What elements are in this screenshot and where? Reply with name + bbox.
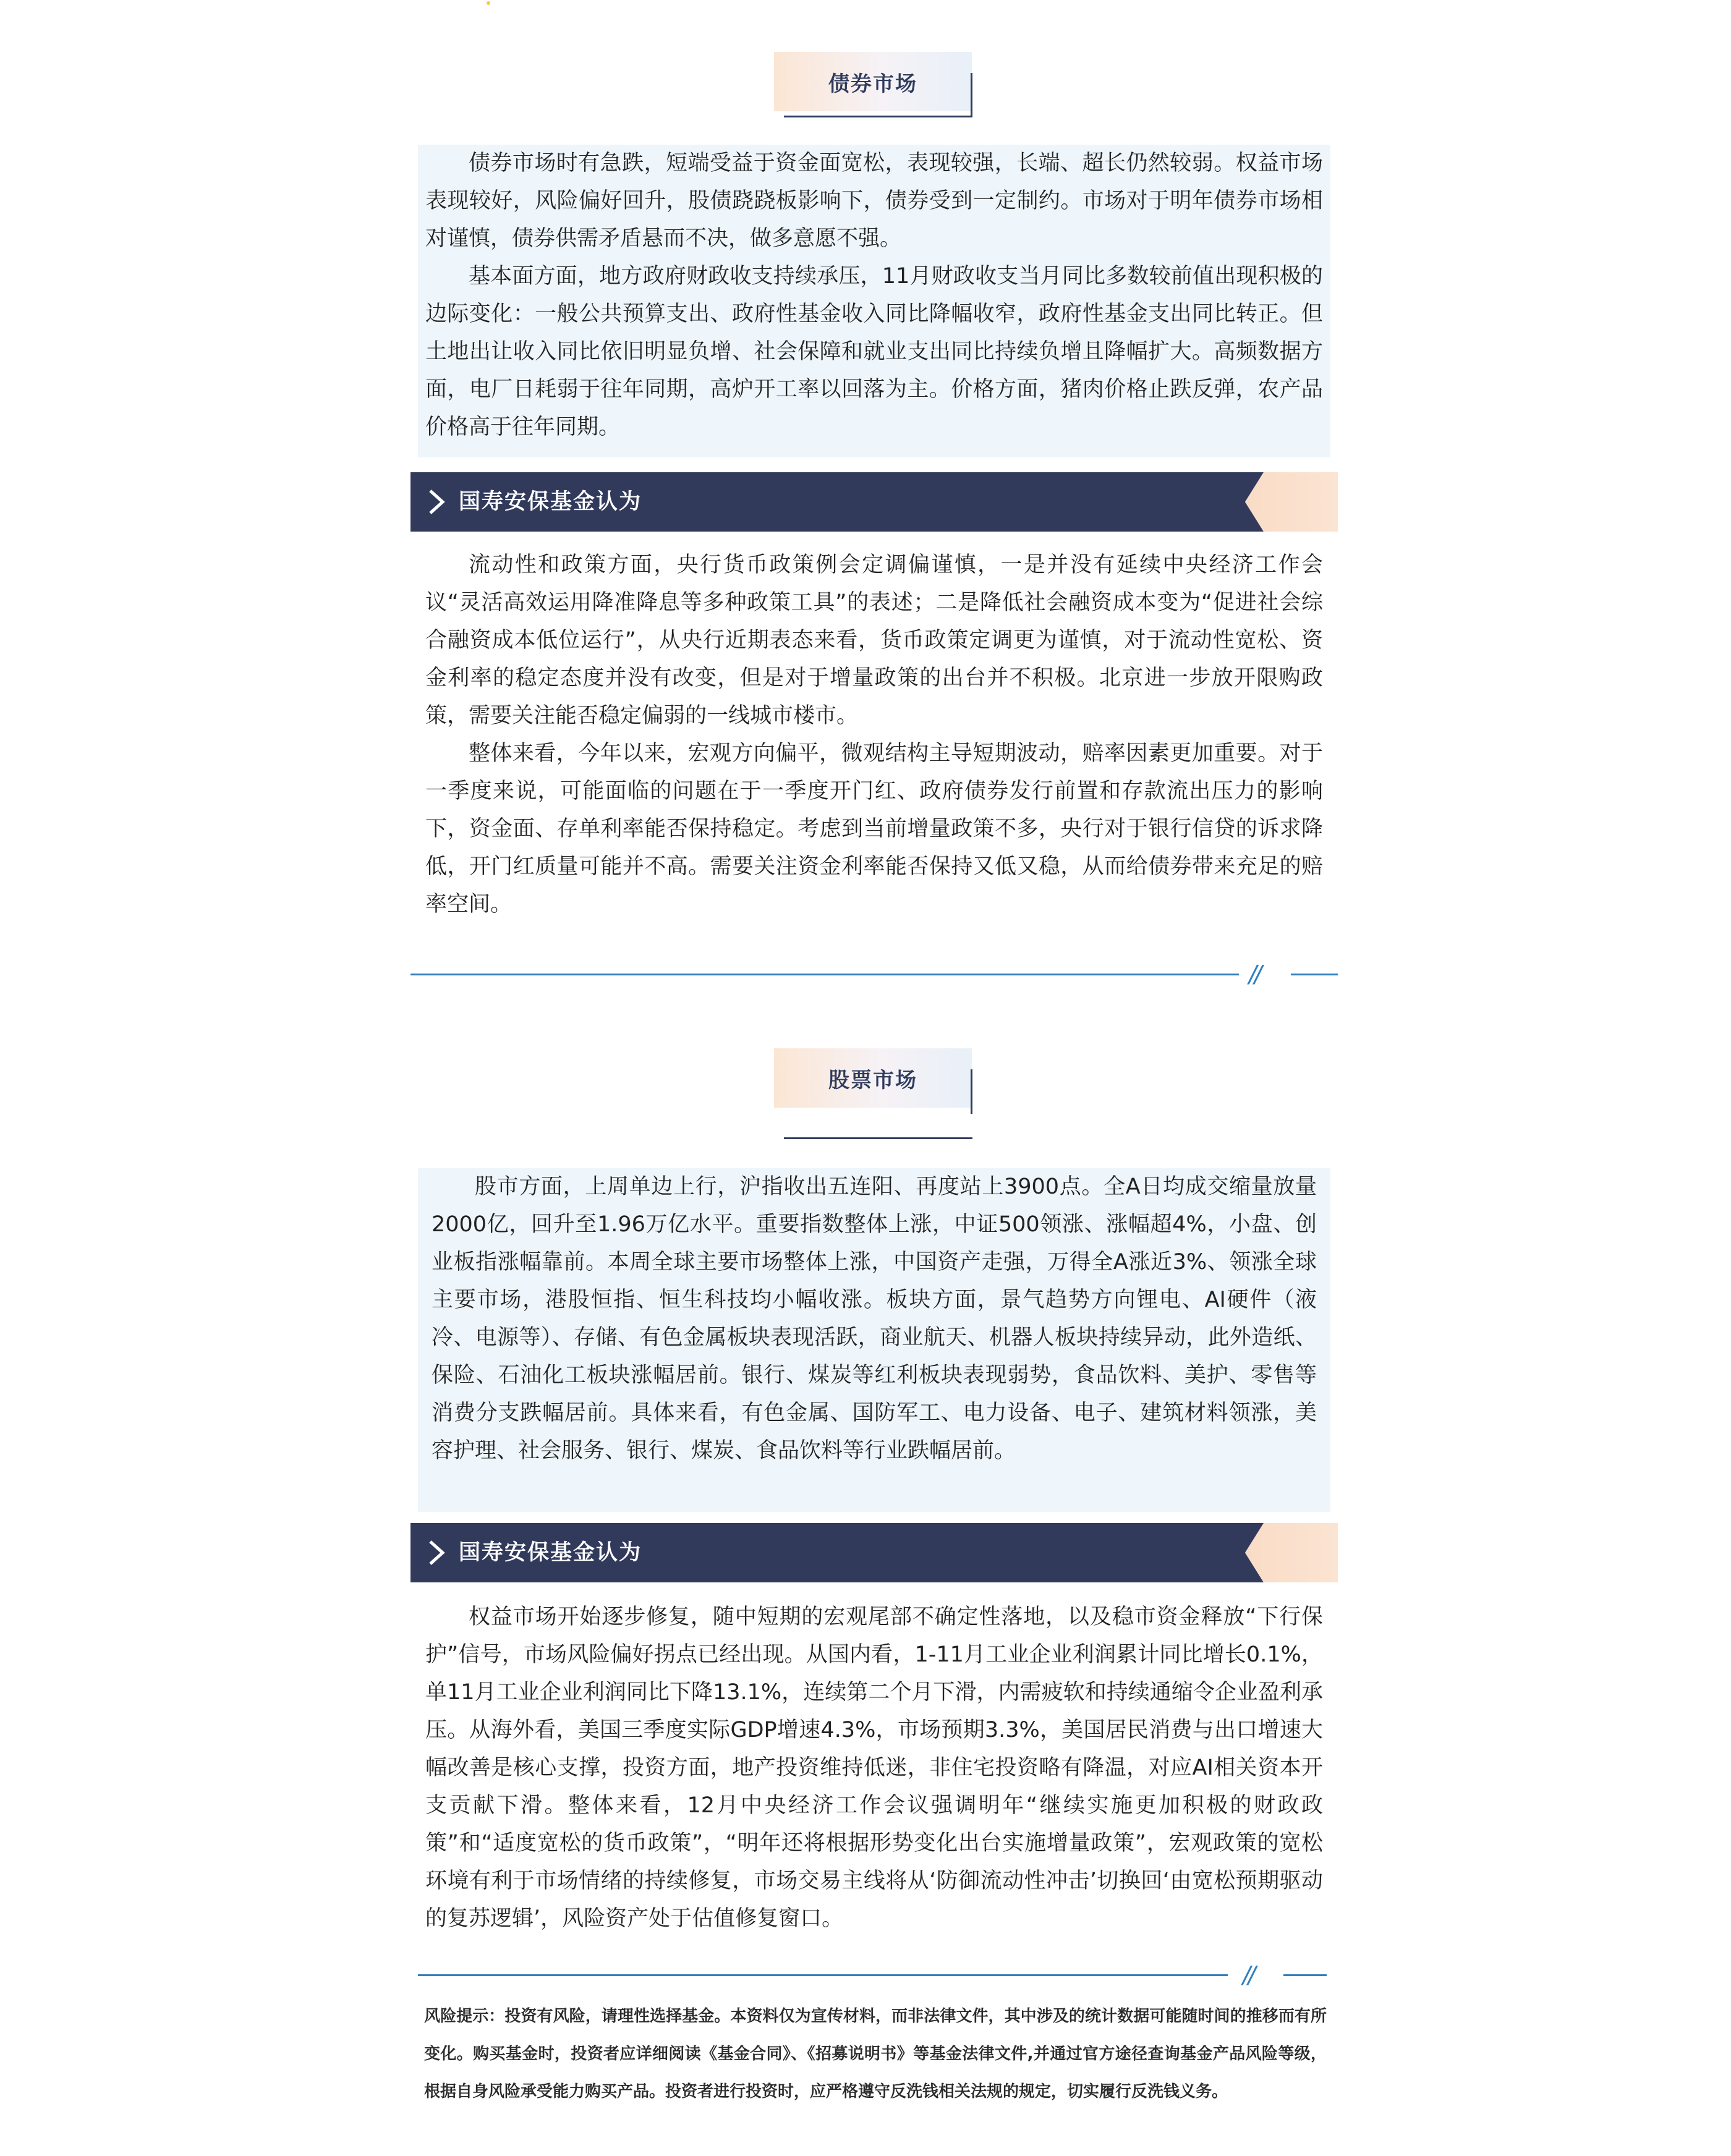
- bond-summary-block: [418, 145, 1330, 457]
- chevron-right-icon: [423, 488, 450, 516]
- risk-disclosure: [424, 1998, 1327, 2111]
- section-divider-line-right: [1291, 974, 1338, 975]
- bond-view-banner: [410, 472, 1338, 532]
- stock-view-label: 国寿安保基金认为: [459, 1540, 642, 1565]
- bond-title-bracket-vertical: [971, 73, 972, 117]
- stock-section-title-text: 股票市场: [828, 1067, 917, 1093]
- stock-divider-line-left: [418, 1974, 1228, 1976]
- bond-view-paragraph-1: 流动性和政策方面，央行货币政策例会定调偏谨慎，一是并没有延续中央经济工作会议“灵活高效运用降准降息等多种政策工具”的表述；二是降低社会融资成本变为“促进社会综合融资成本低位运行”，从央行近期表态来看，货币政策定调更为谨慎，对于流动性宽松、资金利率的稳定态度并没有改变，但是对于增量政策的出台并不积极。北京进一步放开限购政策，需要关注能否稳定偏弱的一线城市楼市。: [425, 553, 1323, 728]
- stock-paragraph-1: 股市方面，上周单边上行，沪指收出五连阳、再度站上3900点。全A日均成交缩量放量2000亿，回升至1.96万亿水平。重要指数整体上涨，中证500领涨、涨幅超4%，小盘、创业板指涨幅靠前。本周全球主要市场整体上涨，中国资产走强，万得全A涨近3%、领涨全球主要市场，港股恒指、恒生科技均小幅收涨。板块方面，景气趋势方向锂电、AI硬件（液冷、电源等）、存储、有色金属板块表现活跃，商业航天、机器人板块持续异动，此外造纸、保险、石油化工板块涨幅居前。银行、煤炭等红利板块表现弱势，食品饮料、美护、零售等消费分支跌幅居前。具体来看，有色金属、国防军工、电力设备、电子、建筑材料领涨，美容护理、社会服务、银行、煤炭、食品饮料等行业跌幅居前。: [432, 1174, 1317, 1463]
- bond-paragraph-1: 债券市场时有急跌，短端受益于资金面宽松，表现较强，长端、超长仍然较弱。权益市场表现较好，风险偏好回升，股债跷跷板影响下，债券受到一定制约。市场对于明年债券市场相对谨慎，债券供需矛盾悬而不决，做多意愿不强。: [425, 151, 1323, 251]
- stock-section-title: [774, 1048, 972, 1108]
- stock-title-bracket-horizontal: [784, 1137, 972, 1139]
- bond-view-block: [418, 546, 1330, 923]
- risk-disclosure-text: 风险提示：投资有风险，请理性选择基金。本资料仅为宣传材料，而非法律文件，其中涉及的统计数据可能随时间的推移而有所变化。购买基金时，投资者应详细阅读《基金合同》、《招募说明书》等基金法律文件,并通过官方途径查询基金产品风险等级，根据自身风险承受能力购买产品。投资者进行投资时，应严格遵守反洗钱相关法规的规定，切实履行反洗钱义务。: [424, 2007, 1327, 2101]
- stock-view-block: [418, 1598, 1330, 1938]
- bond-view-paragraph-2: 整体来看，今年以来，宏观方向偏平，微观结构主导短期波动，赔率因素更加重要。对于一季度来说，可能面临的问题在于一季度开门红、政府债券发行前置和存款流出压力的影响下，资金面、存单利率能否保持稳定。考虑到当前增量政策不多，央行对于银行信贷的诉求降低，开门红质量可能并不高。需要关注资金利率能否保持又低又稳，从而给债券带来充足的赔率空间。: [425, 741, 1323, 917]
- stock-divider-slash: //: [1243, 1961, 1254, 1988]
- decorative-dot: [487, 1, 490, 5]
- stock-view-banner: [410, 1523, 1338, 1582]
- stock-divider-line-right: [1283, 1974, 1327, 1976]
- bond-paragraph-2: 基本面方面，地方政府财政收支持续承压，11月财政收支当月同比多数较前值出现积极的边际变化：一般公共预算支出、政府性基金收入同比降幅收窄，政府性基金支出同比转正。但土地出让收入同比依旧明显负增、社会保障和就业支出同比持续负增且降幅扩大。高频数据方面，电厂日耗弱于往年同期，高炉开工率以回落为主。价格方面，猪肉价格止跌反弹，农产品价格高于往年同期。: [425, 264, 1323, 439]
- stock-summary-block: [418, 1168, 1330, 1512]
- bond-view-label: 国寿安保基金认为: [459, 490, 642, 514]
- stock-title-bracket-vertical: [971, 1069, 972, 1114]
- bond-section-title-text: 债券市场: [828, 71, 917, 96]
- bond-title-bracket-horizontal: [784, 116, 972, 117]
- chevron-right-icon: [423, 1539, 450, 1566]
- section-divider-line-left: [410, 974, 1239, 975]
- stock-view-paragraph-1: 权益市场开始逐步修复，随中短期的宏观尾部不确定性落地，以及稳市资金释放“下行保护”信号，市场风险偏好拐点已经出现。从国内看，1-11月工业企业利润累计同比增长0.1%，单11月工业企业利润同比下降13.1%，连续第二个月下滑，内需疲软和持续通缩令企业盈利承压。从海外看，美国三季度实际GDP增速4.3%，市场预期3.3%，美国居民消费与出口增速大幅改善是核心支撑，投资方面，地产投资维持低迷，非住宅投资略有降温，对应AI相关资本开支贡献下滑。整体来看，12月中央经济工作会议强调明年“继续实施更加积极的财政政策”和“适度宽松的货币政策”，“明年还将根据形势变化出台实施增量政策”，宏观政策的宽松环境有利于市场情绪的持续修复，市场交易主线将从‘防御流动性冲击’切换回‘由宽松预期驱动的复苏逻辑’，风险资产处于估值修复窗口。: [425, 1605, 1323, 1931]
- section-divider-slash: //: [1249, 961, 1260, 988]
- bond-section-title: [774, 52, 972, 111]
